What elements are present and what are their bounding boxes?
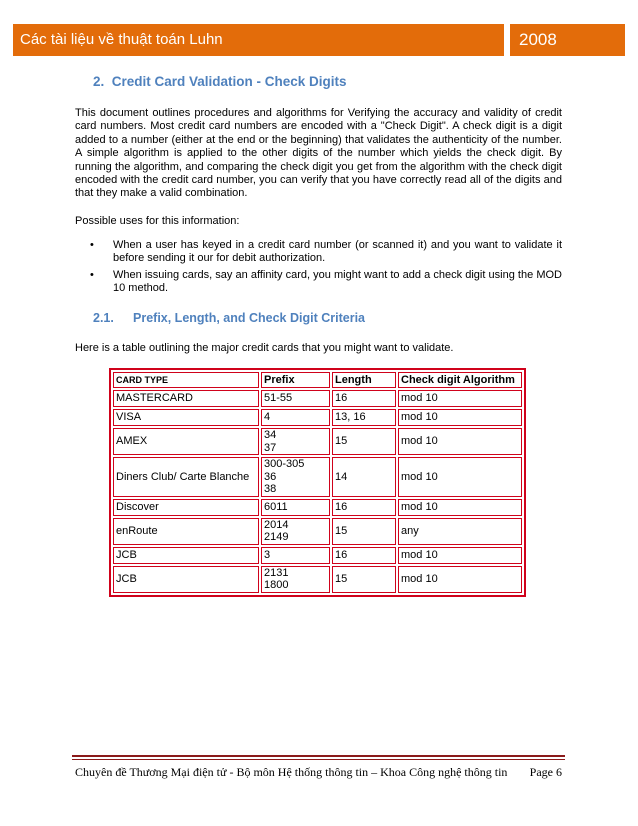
cell-algorithm: mod 10: [398, 566, 522, 593]
cell-prefix: 6011: [261, 499, 330, 516]
column-header-length: Length: [332, 372, 396, 388]
cell-algorithm: mod 10: [398, 409, 522, 426]
uses-intro: Possible uses for this information:: [75, 215, 240, 227]
cell-card-type: Diners Club/ Carte Blanche: [113, 457, 259, 497]
subsection-number: 2.1.: [93, 311, 114, 325]
cell-length: 15: [332, 518, 396, 545]
footer-divider-thin: [72, 759, 565, 760]
cell-algorithm: mod 10: [398, 547, 522, 564]
header-title: Các tài liệu về thuật toán Luhn: [13, 24, 504, 56]
cell-algorithm: mod 10: [398, 457, 522, 497]
header-year: 2008: [510, 24, 625, 56]
table-row: [113, 547, 522, 564]
cell-prefix: 300-305 36 38: [261, 457, 330, 497]
list-item: [75, 269, 562, 296]
table-row: [113, 566, 522, 593]
cell-prefix: 2131 1800: [261, 566, 330, 593]
footer-text: Chuyên đề Thương Mại điện tử - Bộ môn Hệ thống thông tin – Khoa Công nghệ thông tin: [75, 765, 508, 779]
cell-prefix: 51-55: [261, 390, 330, 407]
table-row: [113, 390, 522, 407]
cell-length: 13, 16: [332, 409, 396, 426]
table-header-row: [113, 372, 522, 388]
table-row: [113, 499, 522, 516]
column-header-prefix: Prefix: [261, 372, 330, 388]
cell-length: 16: [332, 390, 396, 407]
cell-prefix: 3: [261, 547, 330, 564]
cell-card-type: enRoute: [113, 518, 259, 545]
cell-algorithm: mod 10: [398, 390, 522, 407]
subsection-title: Prefix, Length, and Check Digit Criteria: [133, 311, 365, 325]
uses-list: [75, 239, 562, 299]
cell-prefix: 2014 2149: [261, 518, 330, 545]
cell-prefix: 34 37: [261, 428, 330, 455]
cell-length: 15: [332, 566, 396, 593]
list-item-text: When issuing cards, say an affinity card, you might want to add a check digit using the MOD 10 method.: [113, 268, 562, 295]
table-row: [113, 518, 522, 545]
page-header: [13, 24, 625, 56]
table-row: [113, 428, 522, 455]
column-header-algorithm: Check digit Algorithm: [398, 372, 522, 388]
table-row: [113, 409, 522, 426]
cell-card-type: MASTERCARD: [113, 390, 259, 407]
credit-card-table: [109, 368, 526, 597]
intro-paragraph: This document outlines procedures and algorithms for Verifying the accuracy and validity of credit card numbers. Most credit card numbers are encoded with a "Check Digit". A check digit is a digit added to a number (either at the end or the beginning) that validates the authenticity of the number. A simple algorithm is applied to the other digits of the number which yields the check digit. By running the algorithm, and comparing the check digit you get from the algorithm with the check digit encoded with the credit card number, you can verify that you have correctly read all of the digits and that they make a valid combination.: [75, 107, 562, 200]
column-header-card-type: CARD TYPE: [113, 372, 259, 388]
table-intro: Here is a table outlining the major credit cards that you might want to validate.: [75, 342, 454, 354]
subsection-heading: [93, 311, 365, 325]
cell-prefix: 4: [261, 409, 330, 426]
section-heading: 2. Credit Card Validation - Check Digits: [93, 74, 347, 89]
bullet-icon: •: [90, 268, 94, 281]
cell-card-type: Discover: [113, 499, 259, 516]
cell-card-type: VISA: [113, 409, 259, 426]
cell-length: 15: [332, 428, 396, 455]
cell-card-type: JCB: [113, 547, 259, 564]
cell-algorithm: any: [398, 518, 522, 545]
cell-card-type: JCB: [113, 566, 259, 593]
bullet-icon: •: [90, 239, 94, 251]
cell-length: 16: [332, 499, 396, 516]
cell-algorithm: mod 10: [398, 428, 522, 455]
cell-length: 14: [332, 457, 396, 497]
cell-length: 16: [332, 547, 396, 564]
cell-card-type: AMEX: [113, 428, 259, 455]
list-item-text: When a user has keyed in a credit card number (or scanned it) and you want to validate it before sending it our for debit authorization.: [113, 239, 562, 265]
table-row: [113, 457, 522, 497]
table-body: [113, 390, 522, 593]
footer-divider: [72, 755, 565, 757]
cell-algorithm: mod 10: [398, 499, 522, 516]
page-number: Page 6: [529, 765, 562, 779]
list-item: [75, 239, 562, 266]
